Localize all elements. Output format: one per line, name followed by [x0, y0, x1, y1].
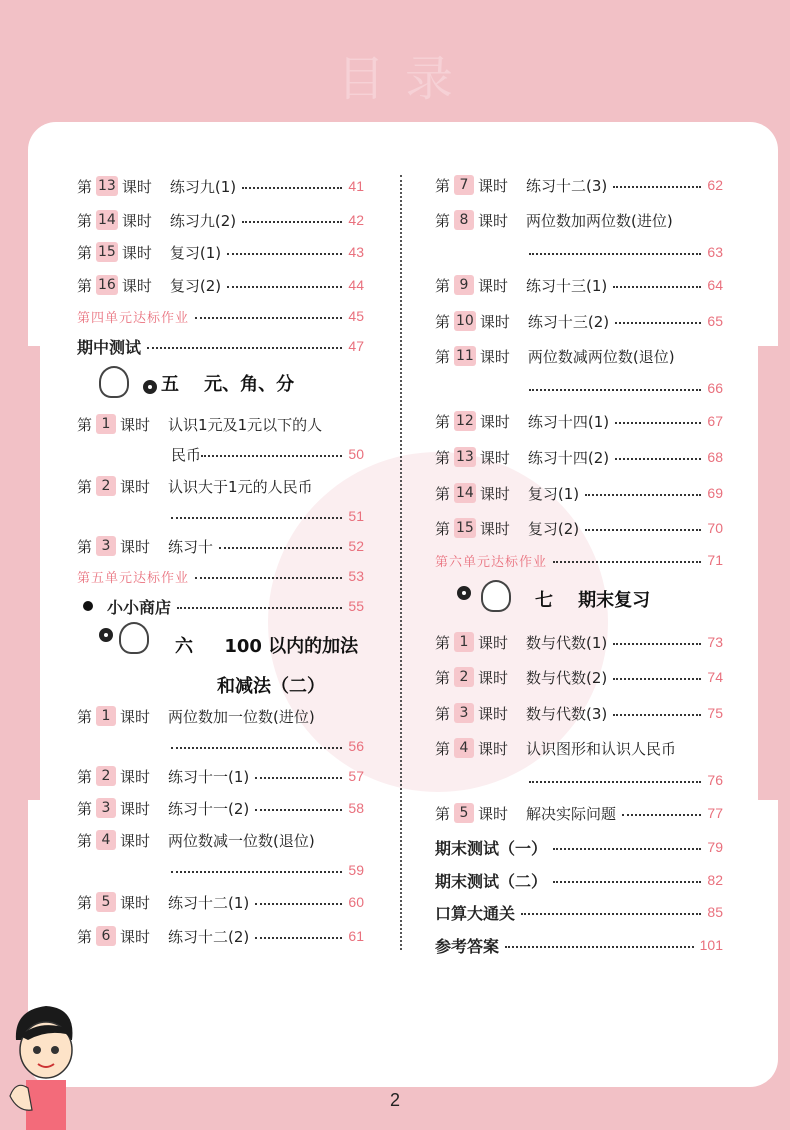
- toc-entry[interactable]: [435, 173, 723, 197]
- entry-title: 练习十四(1): [527, 412, 610, 431]
- page-ref: 59: [348, 862, 364, 878]
- leader-dots: [622, 814, 701, 816]
- toc-entry[interactable]: [77, 412, 364, 436]
- toc-entry-continuation[interactable]: [171, 442, 364, 466]
- toc-entry[interactable]: [77, 240, 364, 264]
- toc-entry[interactable]: [77, 796, 364, 820]
- chapter-number: 六: [175, 636, 193, 657]
- page-ref: 45: [348, 308, 364, 324]
- leader-dots: [613, 643, 701, 645]
- leader-dots: [255, 937, 342, 939]
- page-ref: 70: [707, 520, 723, 536]
- lesson-number: 13: [456, 449, 474, 465]
- page-ref: 60: [348, 894, 364, 910]
- toc-entry-continuation[interactable]: [77, 858, 364, 882]
- dinosaur-icon: [457, 580, 513, 614]
- page-ref: 68: [707, 449, 723, 465]
- test-entry[interactable]: [77, 334, 364, 358]
- lesson-prefix: 第: [77, 477, 93, 496]
- page-ref: 56: [348, 738, 364, 754]
- lesson-prefix: 第: [77, 707, 93, 726]
- toc-entry[interactable]: [77, 534, 364, 558]
- lesson-prefix: 第: [435, 739, 451, 758]
- lesson-suffix: 课时: [479, 312, 510, 331]
- chapter-title-line2: 和减法（二）: [217, 676, 325, 697]
- page-ref: 50: [348, 446, 364, 462]
- entry-title: 练习九(2): [169, 211, 237, 230]
- lesson-suffix: 课时: [478, 804, 509, 823]
- lesson-prefix: 第: [77, 243, 93, 262]
- page-ref: 55: [348, 598, 364, 614]
- lesson-suffix: 课时: [120, 799, 151, 818]
- leader-dots: [615, 322, 701, 324]
- entry-title: 认识1元及1元以下的人: [168, 415, 323, 434]
- page-ref: 71: [707, 552, 723, 568]
- entry-title: 第五单元达标作业: [77, 570, 190, 586]
- lesson-prefix: 第: [77, 415, 93, 434]
- lesson-prefix: 第: [77, 177, 93, 196]
- lesson-number: 14: [98, 212, 116, 228]
- lesson-number: 15: [98, 244, 116, 260]
- entry-title: 练习十二(3): [526, 176, 608, 195]
- page-ref: 63: [707, 244, 723, 260]
- lesson-prefix: 第: [435, 176, 451, 195]
- test-entry[interactable]: [435, 933, 723, 957]
- column-divider: [400, 175, 402, 950]
- page-ref: 42: [348, 212, 364, 228]
- lesson-prefix: 第: [435, 312, 451, 331]
- lesson-suffix: 课时: [121, 243, 152, 262]
- lesson-prefix: 第: [77, 799, 93, 818]
- toc-entry[interactable]: [435, 208, 723, 232]
- leader-dots: [242, 221, 342, 223]
- entry-title: 复习(2): [527, 519, 580, 538]
- lesson-number: 14: [456, 485, 474, 501]
- page-ref: 47: [348, 338, 364, 354]
- lesson-number: 11: [456, 348, 474, 364]
- leader-dots: [615, 422, 701, 424]
- lesson-number: 3: [96, 536, 116, 556]
- lesson-suffix: 课时: [120, 927, 151, 946]
- page-ref: 73: [707, 634, 723, 650]
- lesson-prefix: 第: [77, 927, 93, 946]
- page-ref: 41: [348, 178, 364, 194]
- page-number: 2: [389, 1090, 400, 1110]
- entry-title: 解决实际问题: [526, 804, 617, 823]
- lesson-number: 1: [96, 706, 116, 726]
- chapter-heading: [175, 632, 358, 658]
- lesson-prefix: 第: [435, 211, 451, 230]
- page-ref: 82: [707, 872, 723, 888]
- test-entry[interactable]: [435, 900, 723, 924]
- leader-dots: [255, 777, 342, 779]
- chapter-heading: [535, 586, 650, 612]
- toc-entry[interactable]: [77, 890, 364, 914]
- lesson-prefix: 第: [435, 448, 451, 467]
- toc-entry[interactable]: [77, 704, 364, 728]
- toc-entry[interactable]: [435, 801, 723, 825]
- lesson-prefix: 第: [435, 704, 451, 723]
- lesson-number: 15: [456, 520, 474, 536]
- left-side-strip: [28, 346, 40, 800]
- lesson-number: 4: [96, 830, 116, 850]
- leader-dots: [227, 253, 342, 255]
- leader-dots: [177, 607, 342, 609]
- entry-title: 第六单元达标作业: [435, 554, 548, 570]
- page-ref: 52: [348, 538, 364, 554]
- leader-dots: [613, 678, 701, 680]
- page-ref: 79: [707, 839, 723, 855]
- test-entry[interactable]: [435, 835, 723, 859]
- page-ref: 85: [707, 904, 723, 920]
- lesson-suffix: 课时: [478, 668, 509, 687]
- entry-title: 练习十一(2): [168, 799, 250, 818]
- lesson-suffix: 课时: [120, 831, 151, 850]
- entry-title: 复习(1): [527, 484, 580, 503]
- lesson-number: 3: [96, 798, 116, 818]
- entry-title: 两位数减两位数(退位): [527, 347, 675, 366]
- right-side-strip: [758, 346, 778, 800]
- toc-entry[interactable]: [435, 701, 723, 725]
- lesson-prefix: 第: [77, 211, 93, 230]
- lesson-suffix: 课时: [121, 276, 152, 295]
- lesson-number: 4: [454, 738, 474, 758]
- entry-title: 练习十二(1): [168, 893, 250, 912]
- lesson-prefix: 第: [435, 668, 451, 687]
- chapter-number: 七: [535, 590, 553, 611]
- lesson-suffix: 课时: [120, 415, 151, 434]
- page-ref: 65: [707, 313, 723, 329]
- entry-title: 小小商店: [107, 597, 172, 617]
- entry-title: 复习(1): [169, 243, 222, 262]
- toc-entry-continuation[interactable]: [435, 376, 723, 400]
- toc-entry[interactable]: [435, 445, 723, 469]
- leader-dots: [553, 881, 701, 883]
- lesson-number: 3: [454, 703, 474, 723]
- lesson-suffix: 课时: [479, 448, 510, 467]
- unit-test-entry[interactable]: [77, 564, 364, 588]
- toc-entry[interactable]: [435, 273, 723, 297]
- toc-entry[interactable]: [77, 208, 364, 232]
- entry-title: 口算大通关: [435, 903, 516, 923]
- lesson-number: 1: [96, 414, 116, 434]
- lesson-prefix: 第: [435, 804, 451, 823]
- lesson-suffix: 课时: [121, 211, 152, 230]
- lesson-number: 13: [98, 178, 116, 194]
- lesson-number: 2: [96, 476, 116, 496]
- toc-entry[interactable]: [435, 516, 723, 540]
- leader-dots: [529, 781, 701, 783]
- leader-dots: [521, 913, 701, 915]
- leader-dots: [201, 455, 342, 457]
- lesson-suffix: 课时: [120, 707, 151, 726]
- page-ref: 43: [348, 244, 364, 260]
- entry-title: 期末测试（二）: [435, 871, 548, 891]
- leader-dots: [613, 714, 701, 716]
- entry-title: 复习(2): [169, 276, 222, 295]
- entry-title: 两位数加一位数(进位): [168, 707, 315, 726]
- lesson-number: 10: [456, 313, 474, 329]
- leader-dots: [171, 747, 342, 749]
- leader-dots: [529, 253, 701, 255]
- lesson-number: 2: [454, 667, 474, 687]
- page-ref: 53: [348, 568, 364, 584]
- lesson-number: 7: [454, 175, 474, 195]
- entry-title: 练习十: [168, 537, 214, 556]
- entry-title: 期中测试: [77, 337, 142, 357]
- lesson-number: 5: [454, 803, 474, 823]
- lesson-prefix: 第: [77, 767, 93, 786]
- leader-dots: [171, 871, 342, 873]
- leader-dots: [529, 389, 701, 391]
- leader-dots: [255, 809, 342, 811]
- lesson-prefix: 第: [435, 347, 451, 366]
- bullet-icon: [83, 601, 93, 611]
- lesson-prefix: 第: [77, 276, 93, 295]
- page-ref: 62: [707, 177, 723, 193]
- lesson-number: 5: [96, 892, 116, 912]
- lesson-suffix: 课时: [121, 177, 152, 196]
- lesson-number: 1: [454, 632, 474, 652]
- lesson-suffix: 课时: [479, 484, 510, 503]
- lesson-prefix: 第: [77, 893, 93, 912]
- entry-title: 期末测试（一）: [435, 838, 548, 858]
- lesson-suffix: 课时: [478, 739, 509, 758]
- entry-title: 练习九(1): [169, 177, 237, 196]
- header-decoration: 目录: [336, 51, 473, 107]
- leader-dots: [615, 458, 701, 460]
- toc-entry[interactable]: [77, 174, 364, 198]
- dinosaur-icon: [99, 366, 155, 400]
- entry-title: 第四单元达标作业: [77, 310, 190, 326]
- toc-entry[interactable]: [77, 474, 364, 498]
- lesson-prefix: 第: [435, 276, 451, 295]
- entry-title: 数与代数(1): [526, 633, 608, 652]
- leader-dots: [195, 577, 342, 579]
- lesson-suffix: 课时: [120, 893, 151, 912]
- lesson-prefix: 第: [435, 633, 451, 652]
- lesson-number: 8: [454, 210, 474, 230]
- entry-title: 认识图形和认识人民币: [526, 739, 677, 758]
- entry-title: 练习十三(2): [527, 312, 610, 331]
- lesson-prefix: 第: [435, 519, 451, 538]
- entry-title: 两位数减一位数(退位): [168, 831, 315, 850]
- lesson-number: 16: [98, 277, 116, 293]
- chapter-number: 五: [161, 374, 179, 395]
- lesson-suffix: 课时: [120, 537, 151, 556]
- page-ref: 57: [348, 768, 364, 784]
- lesson-suffix: 课时: [478, 633, 509, 652]
- leader-dots: [553, 561, 701, 563]
- toc-entry[interactable]: [435, 409, 723, 433]
- entry-title: 练习十三(1): [526, 276, 608, 295]
- page-ref: 69: [707, 485, 723, 501]
- lesson-prefix: 第: [77, 537, 93, 556]
- entry-title: 数与代数(3): [526, 704, 608, 723]
- leader-dots: [147, 347, 342, 349]
- page-ref: 64: [707, 277, 723, 293]
- toc-entry[interactable]: [435, 630, 723, 654]
- page-ref: 44: [348, 277, 364, 293]
- lesson-prefix: 第: [77, 831, 93, 850]
- leader-dots: [242, 187, 342, 189]
- toc-entry[interactable]: [77, 273, 364, 297]
- toc-entry[interactable]: [435, 481, 723, 505]
- leader-dots: [227, 286, 342, 288]
- test-entry[interactable]: [435, 868, 723, 892]
- unit-test-entry[interactable]: [77, 304, 364, 328]
- leader-dots: [613, 186, 701, 188]
- leader-dots: [219, 547, 342, 549]
- page-ref: 67: [707, 413, 723, 429]
- lesson-suffix: 课时: [479, 347, 510, 366]
- toc-entry[interactable]: [77, 764, 364, 788]
- lesson-suffix: 课时: [478, 704, 509, 723]
- chapter-heading: [161, 370, 294, 396]
- page-ref: 75: [707, 705, 723, 721]
- leader-dots: [171, 517, 342, 519]
- entry-title: 练习十四(2): [527, 448, 610, 467]
- page-ref: 76: [707, 772, 723, 788]
- leader-dots: [613, 286, 701, 288]
- unit-test-entry[interactable]: [435, 548, 723, 572]
- chapter-title: 期末复习: [578, 590, 651, 611]
- lesson-suffix: 课时: [479, 519, 510, 538]
- entry-title: 认识大于1元的人民币: [168, 477, 313, 496]
- entry-title-continued: 民币: [171, 445, 202, 464]
- leader-dots: [585, 494, 701, 496]
- toc-entry-continuation[interactable]: [77, 734, 364, 758]
- lesson-suffix: 课时: [478, 176, 509, 195]
- toc-entry[interactable]: [435, 309, 723, 333]
- leader-dots: [505, 946, 694, 948]
- leader-dots: [553, 848, 701, 850]
- chapter-title: 元、角、分: [204, 374, 295, 395]
- lesson-suffix: 课时: [120, 477, 151, 496]
- entry-title: 练习十一(1): [168, 767, 250, 786]
- lesson-number: 9: [454, 275, 474, 295]
- page-ref: 74: [707, 669, 723, 685]
- lesson-suffix: 课时: [478, 276, 509, 295]
- toc-entry-continuation[interactable]: [435, 240, 723, 264]
- lesson-suffix: 课时: [479, 412, 510, 431]
- page-ref: 58: [348, 800, 364, 816]
- page-ref: 77: [707, 805, 723, 821]
- entry-title: 两位数加两位数(进位): [526, 211, 673, 230]
- toc-entry[interactable]: [435, 344, 723, 368]
- page-ref: 51: [348, 508, 364, 524]
- toc-entry[interactable]: [77, 828, 364, 852]
- activity-entry[interactable]: [77, 594, 364, 618]
- lesson-number: 6: [96, 926, 116, 946]
- page-ref: 66: [707, 380, 723, 396]
- dinosaur-icon: [99, 622, 155, 656]
- toc-entry[interactable]: [435, 736, 723, 760]
- lesson-suffix: 课时: [478, 211, 509, 230]
- page-ref: 61: [348, 928, 364, 944]
- entry-title: 数与代数(2): [526, 668, 608, 687]
- toc-entry[interactable]: [435, 665, 723, 689]
- page-ref: 101: [699, 937, 723, 953]
- entry-title: 练习十二(2): [168, 927, 250, 946]
- entry-title: 参考答案: [435, 936, 500, 956]
- toc-entry[interactable]: [77, 924, 364, 948]
- lesson-prefix: 第: [435, 412, 451, 431]
- lesson-number: 2: [96, 766, 116, 786]
- lesson-suffix: 课时: [120, 767, 151, 786]
- lesson-number: 12: [456, 413, 474, 429]
- leader-dots: [585, 529, 701, 531]
- leader-dots: [195, 317, 342, 319]
- toc-entry-continuation[interactable]: [77, 504, 364, 528]
- lesson-prefix: 第: [435, 484, 451, 503]
- chapter-title: 100 以内的加法: [224, 636, 359, 657]
- leader-dots: [255, 903, 342, 905]
- toc-entry-continuation[interactable]: [435, 768, 723, 792]
